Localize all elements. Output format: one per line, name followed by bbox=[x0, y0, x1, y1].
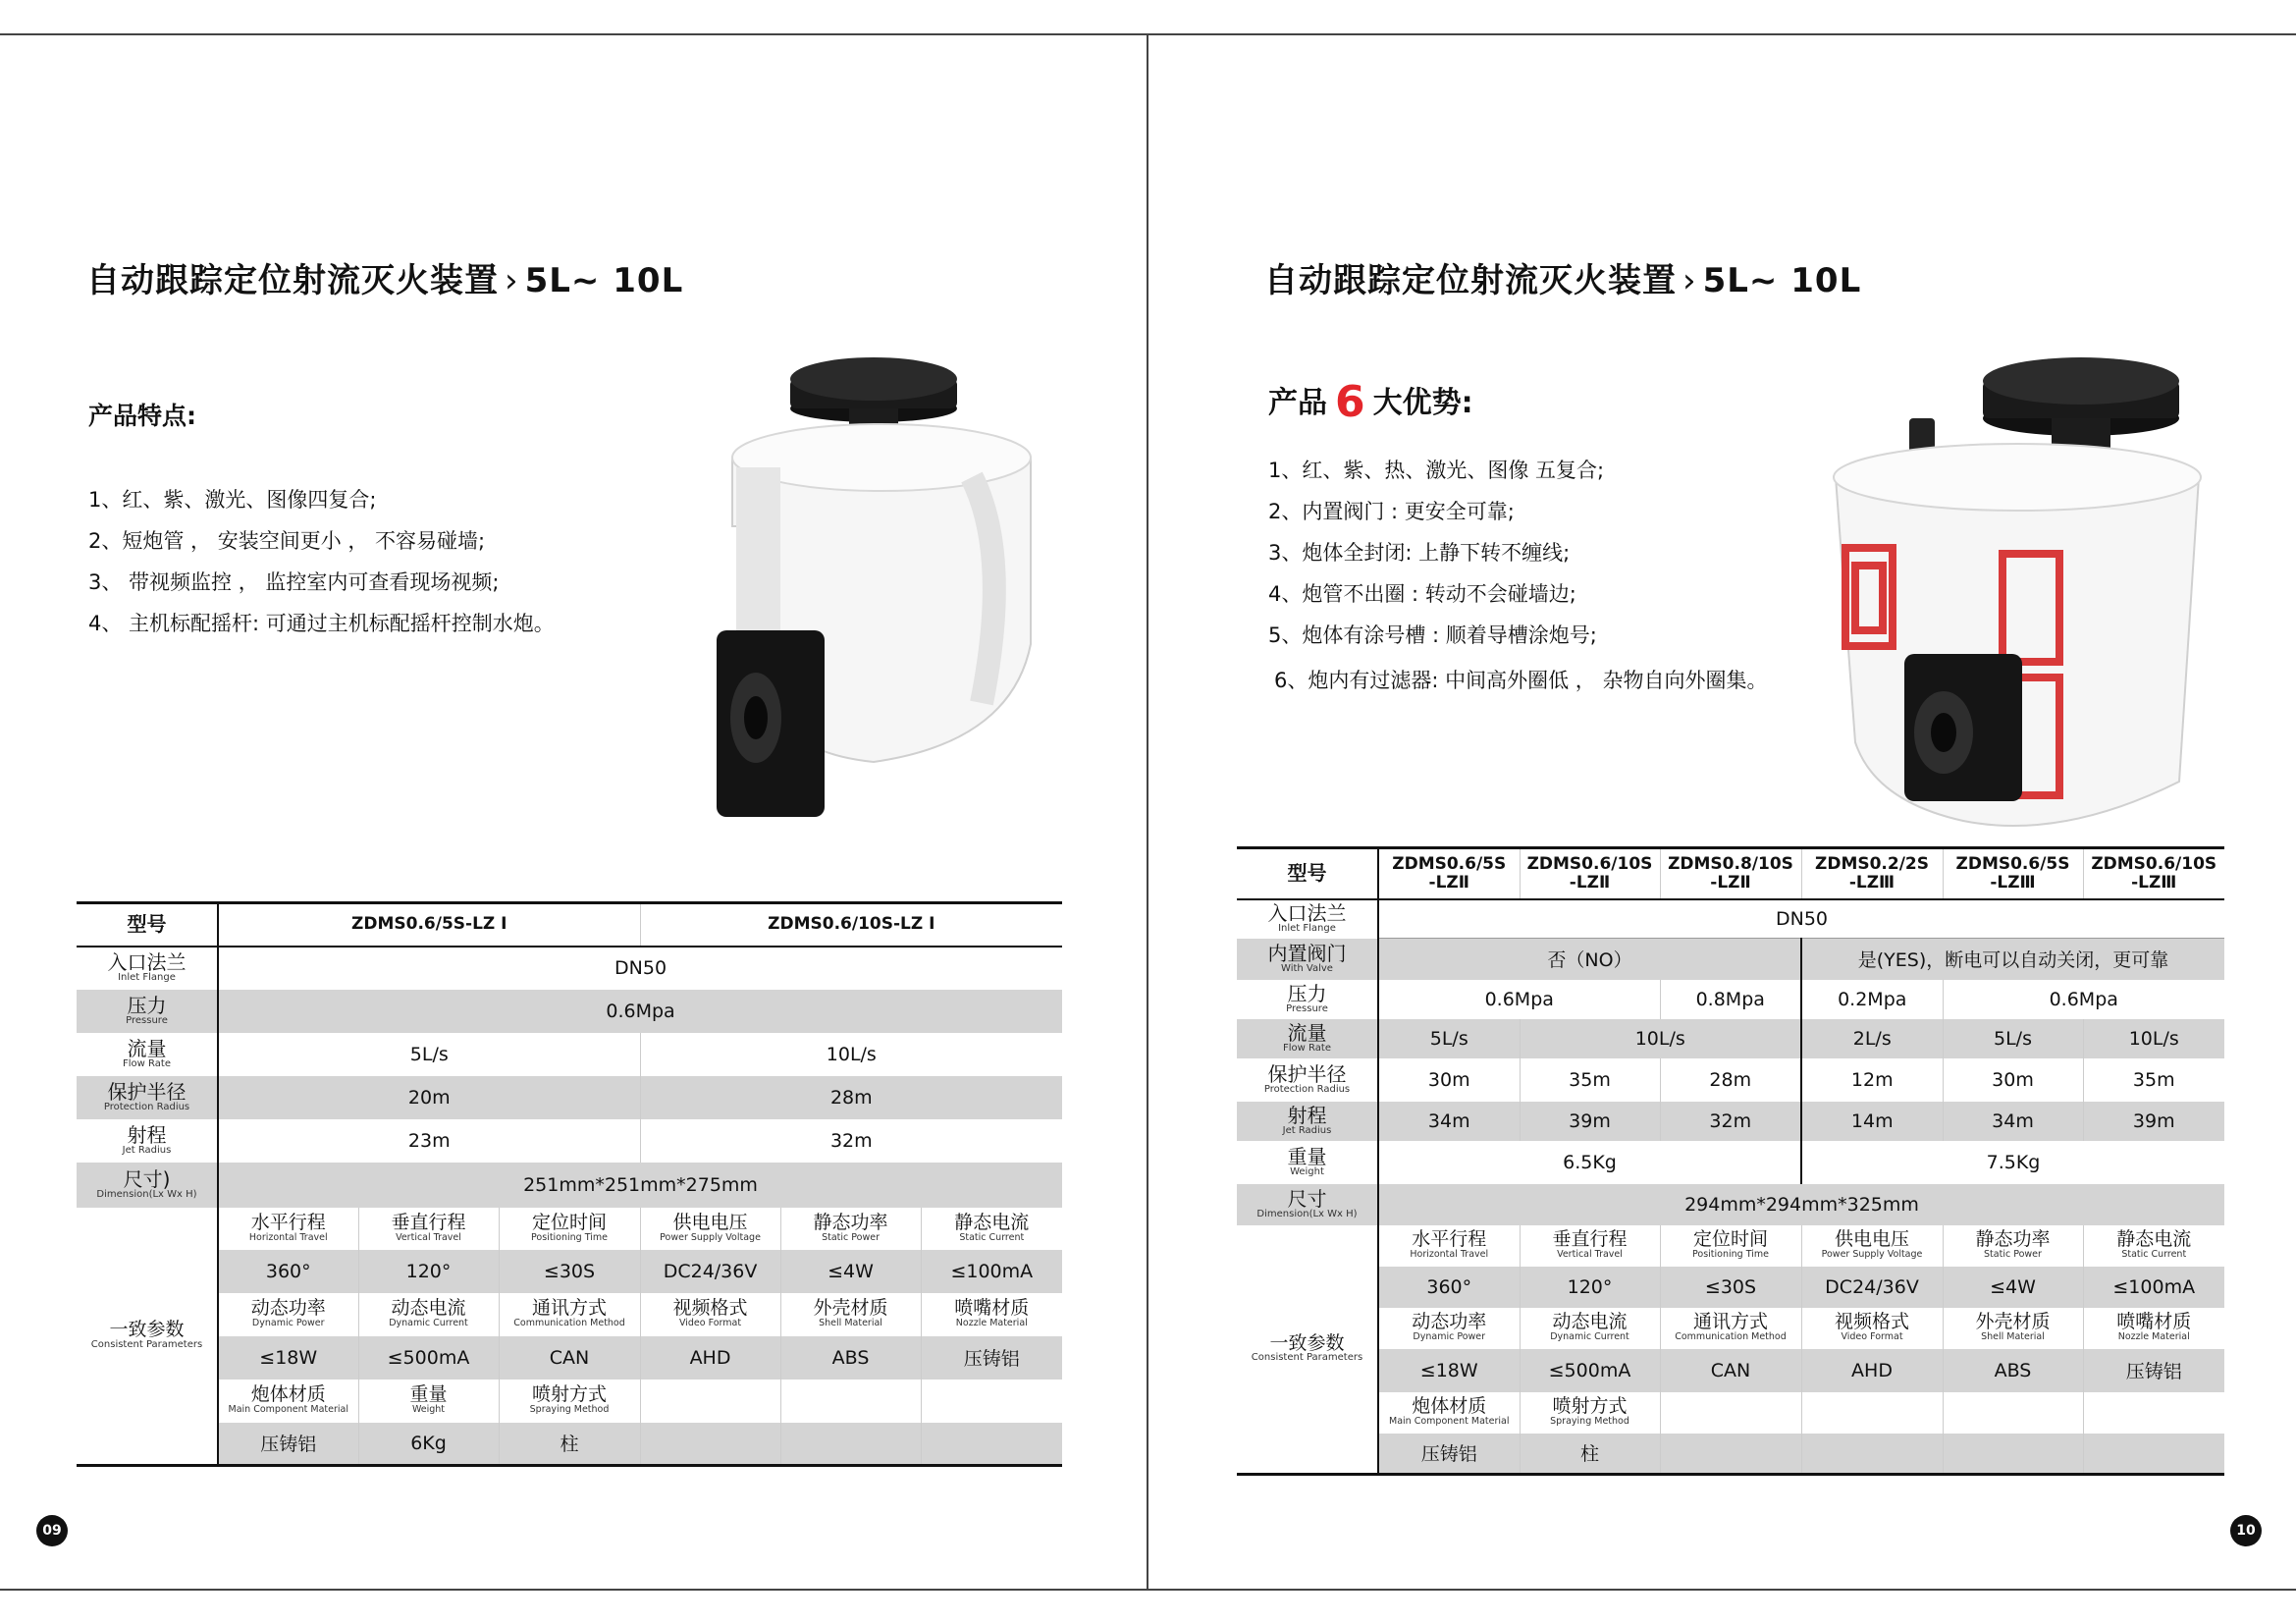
cell-value: 是(YES)，断电可以自动关闭，更可靠 bbox=[1801, 939, 2224, 980]
param-label: 垂直行程 Vertical Travel bbox=[358, 1208, 499, 1250]
radius-row bbox=[1237, 1058, 2224, 1102]
feature-item: 2、内置阀门 : 更安全可靠; bbox=[1268, 500, 1515, 523]
consistent-labels-row bbox=[77, 1380, 1062, 1423]
model-label: 型号 bbox=[77, 903, 218, 947]
param-value: 360° bbox=[1378, 1267, 1520, 1308]
heading-suffix: 大优势: bbox=[1372, 386, 1473, 420]
model-name: ZDMS0.8/10S -LZⅡ bbox=[1660, 848, 1801, 899]
param-label: 通讯方式 Communication Method bbox=[499, 1293, 640, 1336]
param-value: ≤100mA bbox=[921, 1250, 1062, 1293]
param-label: 供电电压 Power Supply Voltage bbox=[640, 1208, 780, 1250]
spec-table bbox=[1237, 846, 2224, 1476]
cell-value: 32m bbox=[829, 1129, 873, 1152]
page-number: 09 bbox=[36, 1515, 68, 1546]
param-value: CAN bbox=[499, 1336, 640, 1380]
row-label: 流量 Flow Rate bbox=[77, 1033, 218, 1076]
empty-cell bbox=[640, 1423, 780, 1466]
consistent-values-row bbox=[1237, 1267, 2224, 1308]
title-text: 自动跟踪定位射流灭火装置 bbox=[1264, 261, 1677, 300]
param-value: AHD bbox=[1801, 1349, 1943, 1392]
flow-row bbox=[1237, 1019, 2224, 1058]
param-value: 压铸铝 bbox=[921, 1336, 1062, 1380]
page-title bbox=[1264, 253, 1861, 301]
cell-value: 28m bbox=[640, 1076, 1062, 1119]
param-value: 120° bbox=[358, 1250, 499, 1293]
row-label: 压力 Pressure bbox=[77, 990, 218, 1033]
feature-item: 3、炮体全封闭: 上静下转不缠线; bbox=[1268, 541, 1571, 565]
row-label: 入口法兰 Inlet Flange bbox=[77, 947, 218, 990]
model-name: ZDMS0.6/5S-LZ I bbox=[218, 903, 640, 947]
param-label: 供电电压 Power Supply Voltage bbox=[1801, 1225, 1943, 1267]
empty-cell bbox=[1801, 1392, 1943, 1434]
flow-row bbox=[77, 1033, 1062, 1076]
left-page bbox=[0, 35, 1147, 1589]
model-name: ZDMS0.6/10S-LZ I bbox=[640, 903, 1062, 947]
cell-value: 23m bbox=[218, 1119, 640, 1163]
cell-value: 2L/s bbox=[1801, 1019, 1943, 1058]
pressure-row bbox=[77, 990, 1062, 1033]
cell-value: DN50 bbox=[614, 957, 667, 979]
param-value: CAN bbox=[1660, 1349, 1801, 1392]
param-value: AHD bbox=[640, 1336, 780, 1380]
empty-cell bbox=[1660, 1434, 1801, 1475]
cell-value: 34m bbox=[1378, 1102, 1520, 1141]
cell-value: 30m bbox=[1378, 1058, 1520, 1102]
consistent-label: 一致参数 Consistent Parameters bbox=[77, 1208, 218, 1466]
title-arrow: › bbox=[1682, 261, 1697, 300]
param-label: 定位时间 Positioning Time bbox=[499, 1208, 640, 1250]
param-label: 静态电流 Static Current bbox=[2116, 1228, 2192, 1261]
param-value: 柱 bbox=[499, 1423, 640, 1466]
empty-cell bbox=[2083, 1434, 2224, 1475]
radius-row bbox=[77, 1076, 1062, 1119]
param-label: 喷嘴材质 Nozzle Material bbox=[2116, 1311, 2192, 1343]
param-value: ≤30S bbox=[499, 1250, 640, 1293]
cell-value: 35m bbox=[2132, 1068, 2175, 1091]
spec-table bbox=[77, 901, 1062, 1467]
consistent-values-row bbox=[1237, 1434, 2224, 1475]
param-label: 静态功率 Static Power bbox=[1943, 1225, 2083, 1267]
page-title bbox=[86, 253, 683, 301]
cell-value: DN50 bbox=[1378, 899, 2224, 939]
title-range: 5L~ 10L bbox=[524, 261, 684, 300]
row-label: 保护半径 Protection Radius bbox=[1237, 1058, 1378, 1102]
row-label: 压力 Pressure bbox=[1237, 980, 1378, 1019]
cell-value: 30m bbox=[1943, 1058, 2083, 1102]
param-label: 视频格式 Video Format bbox=[640, 1293, 780, 1336]
model-row bbox=[77, 903, 1062, 947]
empty-cell bbox=[1943, 1392, 2083, 1434]
empty-cell bbox=[780, 1380, 921, 1423]
param-value: 压铸铝 bbox=[218, 1423, 358, 1466]
title-text: 自动跟踪定位射流灭火装置 bbox=[86, 261, 499, 300]
heading-number: 6 bbox=[1335, 377, 1365, 427]
consistent-values-row bbox=[77, 1336, 1062, 1380]
consistent-label: 一致参数 Consistent Parameters bbox=[1237, 1225, 1378, 1475]
empty-cell bbox=[640, 1380, 780, 1423]
model-name: ZDMS0.6/5S -LZⅢ bbox=[1943, 848, 2083, 899]
feature-item: 2、短炮管 ， 安装空间更小 ， 不容易碰墙; bbox=[88, 529, 486, 553]
param-label: 视频格式 Video Format bbox=[1801, 1308, 1943, 1349]
param-label: 通讯方式 Communication Method bbox=[1660, 1308, 1801, 1349]
empty-cell bbox=[921, 1380, 1062, 1423]
cell-value: 0.6Mpa bbox=[218, 990, 1062, 1033]
fire-monitor-photo bbox=[717, 330, 1050, 821]
consistent-labels-row bbox=[77, 1293, 1062, 1336]
param-value: ≤18W bbox=[1378, 1349, 1520, 1392]
param-value: ≤4W bbox=[1943, 1267, 2083, 1308]
param-label: 水平行程 Horizontal Travel bbox=[1378, 1225, 1520, 1267]
cell-value: 12m bbox=[1801, 1058, 1943, 1102]
pressure-row bbox=[1237, 980, 2224, 1019]
row-label: 尺寸 Dimension(Lx Wx H) bbox=[1237, 1184, 1378, 1225]
cell-value: 6.5Kg bbox=[1378, 1141, 1801, 1184]
empty-cell bbox=[1801, 1434, 1943, 1475]
row-label: 保护半径 Protection Radius bbox=[77, 1076, 218, 1119]
empty-cell bbox=[780, 1423, 921, 1466]
param-label: 动态功率 Dynamic Power bbox=[218, 1293, 358, 1336]
consistent-values-row bbox=[77, 1250, 1062, 1293]
param-label: 外壳材质 Shell Material bbox=[780, 1293, 921, 1336]
model-name: ZDMS0.6/10S -LZⅡ bbox=[1520, 848, 1660, 899]
param-value: ≤30S bbox=[1660, 1267, 1801, 1308]
cell-value: 0.6Mpa bbox=[2049, 988, 2118, 1010]
model-name: ZDMS0.2/2S -LZⅢ bbox=[1801, 848, 1943, 899]
cell-value: 否（NO） bbox=[1378, 939, 1801, 980]
jet-row bbox=[77, 1119, 1062, 1163]
cell-value: 5L/s bbox=[1378, 1019, 1520, 1058]
param-label: 炮体材质 Main Component Material bbox=[1378, 1392, 1520, 1434]
param-label: 外壳材质 Shell Material bbox=[1943, 1308, 2083, 1349]
cell-value: 10L/s bbox=[1520, 1019, 1801, 1058]
cell-value: 10L/s bbox=[2083, 1019, 2224, 1058]
cell-value: 28m bbox=[1660, 1058, 1801, 1102]
feature-item: 1、红、紫、热、激光、图像 五复合; bbox=[1268, 459, 1605, 482]
jet-row bbox=[1237, 1102, 2224, 1141]
heading-prefix: 产品 bbox=[1268, 386, 1327, 420]
param-value: 柱 bbox=[1520, 1434, 1660, 1475]
consistent-values-row bbox=[77, 1423, 1062, 1466]
cell-value: 5L/s bbox=[1943, 1019, 2083, 1058]
model-name: ZDMS0.6/5S -LZⅡ bbox=[1378, 848, 1520, 899]
inlet-row bbox=[77, 947, 1062, 990]
consistent-labels-row bbox=[1237, 1308, 2224, 1349]
features-heading: 产品特点: bbox=[88, 402, 196, 430]
model-label: 型号 bbox=[1237, 848, 1378, 899]
model-name: ZDMS0.6/10S -LZⅢ bbox=[2083, 848, 2224, 899]
param-label: 重量 Weight bbox=[358, 1380, 499, 1423]
row-label: 入口法兰 Inlet Flange bbox=[1237, 899, 1378, 939]
param-value: DC24/36V bbox=[1801, 1267, 1943, 1308]
feature-item: 4、炮管不出圈 : 转动不会碰墙边; bbox=[1268, 582, 1576, 606]
weight-row bbox=[1237, 1141, 2224, 1184]
row-label: 尺寸) Dimension(Lx Wx H) bbox=[77, 1163, 218, 1208]
param-label: 静态功率 Static Power bbox=[780, 1208, 921, 1250]
param-label: 水平行程 Horizontal Travel bbox=[218, 1208, 358, 1250]
cell-value: 0.6Mpa bbox=[1378, 980, 1660, 1019]
param-label: 动态功率 Dynamic Power bbox=[1378, 1308, 1520, 1349]
empty-cell bbox=[2083, 1392, 2224, 1434]
consistent-labels-row bbox=[1237, 1392, 2224, 1434]
inlet-row bbox=[1237, 899, 2224, 939]
row-label: 射程 Jet Radius bbox=[77, 1119, 218, 1163]
param-value: 120° bbox=[1520, 1267, 1660, 1308]
cell-value: 7.5Kg bbox=[1986, 1151, 2041, 1173]
dimension-row bbox=[1237, 1184, 2224, 1225]
param-label: 定位时间 Positioning Time bbox=[1660, 1225, 1801, 1267]
cell-value: 39m bbox=[1520, 1102, 1660, 1141]
param-value: 压铸铝 bbox=[2083, 1349, 2224, 1392]
feature-item: 4、 主机标配摇杆: 可通过主机标配摇杆控制水炮。 bbox=[88, 612, 555, 635]
param-label: 喷射方式 Spraying Method bbox=[499, 1380, 640, 1423]
cell-value: 294mm*294mm*325mm bbox=[1378, 1184, 2224, 1225]
feature-item: 1、红、紫、激光、图像四复合; bbox=[88, 488, 377, 512]
param-label: 喷嘴材质 Nozzle Material bbox=[954, 1297, 1030, 1329]
right-page bbox=[1148, 35, 2296, 1589]
param-label: 垂直行程 Vertical Travel bbox=[1520, 1225, 1660, 1267]
param-label: 静态电流 Static Current bbox=[954, 1211, 1030, 1243]
feature-item: 5、炮体有涂号槽 : 顺着导槽涂炮号; bbox=[1268, 623, 1597, 647]
feature-item: 6、炮内有过滤器: 中间高外圈低 ， 杂物自向外圈集。 bbox=[1274, 669, 1768, 692]
row-label: 射程 Jet Radius bbox=[1237, 1102, 1378, 1141]
cell-value: 251mm*251mm*275mm bbox=[218, 1163, 1062, 1208]
param-value: ≤18W bbox=[218, 1336, 358, 1380]
empty-cell bbox=[921, 1423, 1062, 1466]
cell-value: 35m bbox=[1520, 1058, 1660, 1102]
page-number: 10 bbox=[2230, 1515, 2262, 1546]
param-value: 压铸铝 bbox=[1378, 1434, 1520, 1475]
empty-cell bbox=[1943, 1434, 2083, 1475]
row-label: 重量 Weight bbox=[1237, 1141, 1378, 1184]
cell-value: 14m bbox=[1801, 1102, 1943, 1141]
row-label: 流量 Flow Rate bbox=[1237, 1019, 1378, 1058]
consistent-values-row bbox=[1237, 1349, 2224, 1392]
consistent-labels-row bbox=[1237, 1225, 2224, 1267]
fire-monitor-photo bbox=[1816, 330, 2209, 850]
param-label: 喷射方式 Spraying Method bbox=[1520, 1392, 1660, 1434]
param-value: ABS bbox=[780, 1336, 921, 1380]
param-value: DC24/36V bbox=[640, 1250, 780, 1293]
dimension-row bbox=[77, 1163, 1062, 1208]
param-value: 360° bbox=[218, 1250, 358, 1293]
feature-list bbox=[1268, 450, 1767, 701]
param-value: ≤4W bbox=[780, 1250, 921, 1293]
param-value: ABS bbox=[1943, 1349, 2083, 1392]
feature-list bbox=[88, 479, 555, 644]
cell-value: 20m bbox=[218, 1076, 640, 1119]
cell-value: 10L/s bbox=[826, 1043, 877, 1065]
cell-value: 32m bbox=[1660, 1102, 1801, 1141]
param-label: 动态电流 Dynamic Current bbox=[358, 1293, 499, 1336]
param-label: 炮体材质 Main Component Material bbox=[218, 1380, 358, 1423]
row-label: 内置阀门 With Valve bbox=[1237, 939, 1378, 980]
valve-row bbox=[1237, 939, 2224, 980]
consistent-labels-row bbox=[77, 1208, 1062, 1250]
empty-cell bbox=[1660, 1392, 1801, 1434]
param-value: ≤500mA bbox=[358, 1336, 499, 1380]
title-range: 5L~ 10L bbox=[1702, 261, 1862, 300]
cell-value: 0.2Mpa bbox=[1801, 980, 1943, 1019]
cell-value: 5L/s bbox=[218, 1033, 640, 1076]
feature-item: 3、 带视频监控 ， 监控室内可查看现场视频; bbox=[88, 570, 500, 594]
cell-value: 34m bbox=[1943, 1102, 2083, 1141]
advantages-heading bbox=[1268, 377, 1473, 427]
param-value: ≤100mA bbox=[2083, 1267, 2224, 1308]
param-label: 动态电流 Dynamic Current bbox=[1520, 1308, 1660, 1349]
cell-value: 0.8Mpa bbox=[1660, 980, 1801, 1019]
param-value: ≤500mA bbox=[1520, 1349, 1660, 1392]
param-value: 6Kg bbox=[358, 1423, 499, 1466]
model-row bbox=[1237, 848, 2224, 899]
cell-value: 39m bbox=[2083, 1102, 2224, 1141]
title-arrow: › bbox=[505, 261, 519, 300]
